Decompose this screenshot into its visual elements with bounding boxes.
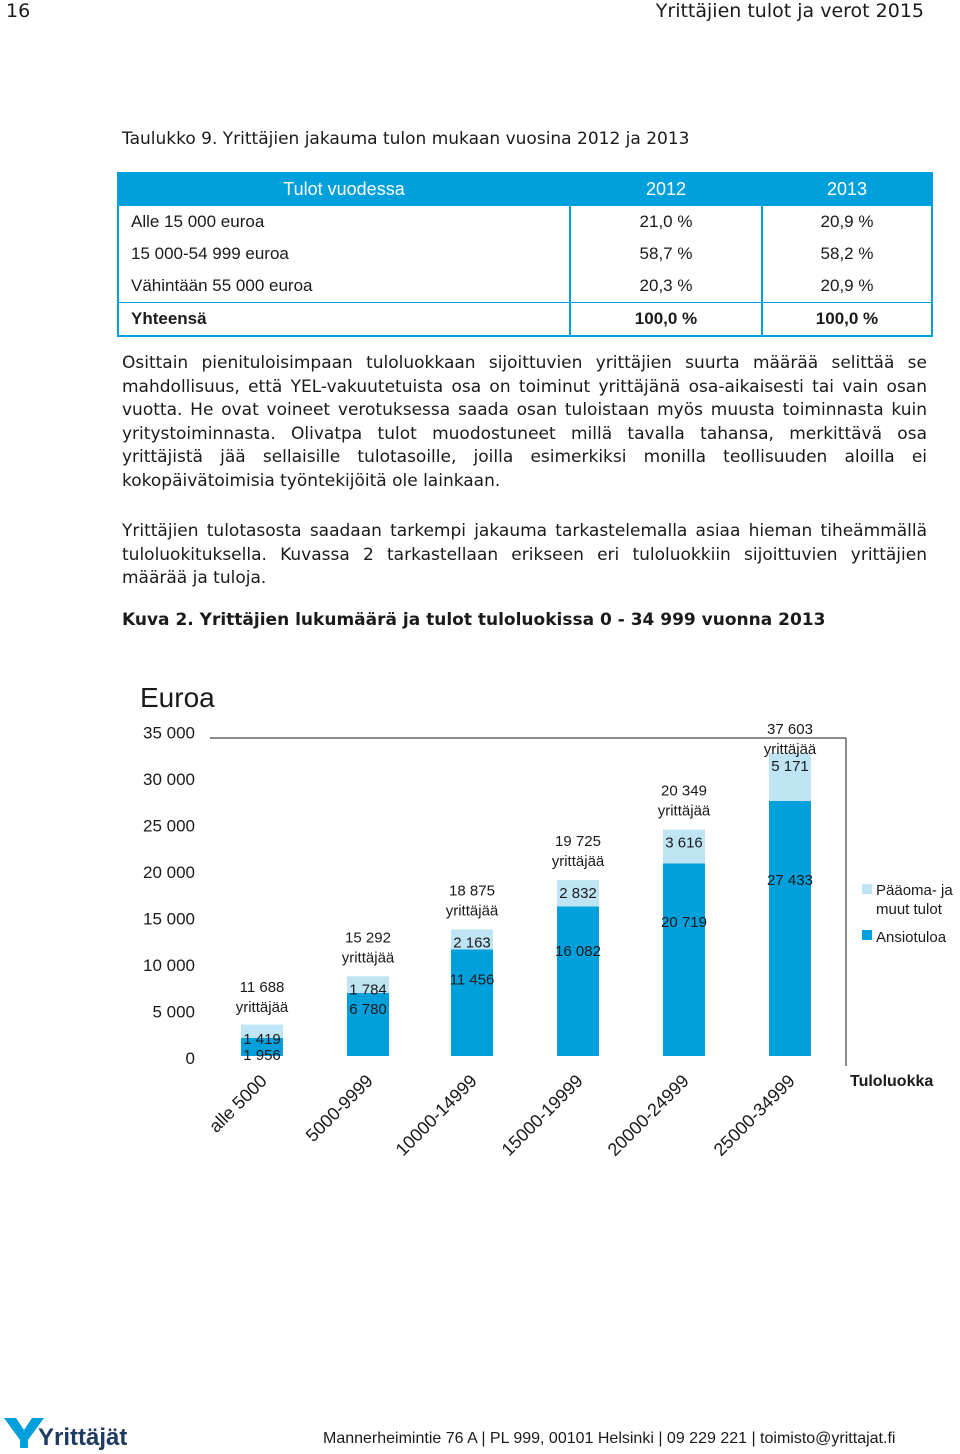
table-cell: 21,0 % xyxy=(570,205,762,238)
table-cell: 100,0 % xyxy=(762,303,932,337)
bar-count-label: 15 292 yrittäjää xyxy=(341,929,395,967)
data-label-capital: 3 616 xyxy=(665,834,703,852)
y-axis-title: Euroa xyxy=(140,682,215,713)
bar-count-label: 11 688 yrittäjää xyxy=(235,979,289,1016)
table-row xyxy=(118,205,932,238)
table-cell: 20,9 % xyxy=(762,205,932,238)
svg-text:Yrittäjät: Yrittäjät xyxy=(38,1424,128,1450)
x-category-label: 25000-34999 xyxy=(709,1070,799,1160)
data-label-earned: 16 082 xyxy=(555,942,601,960)
page-header-title: Yrittäjien tulot ja verot 2015 xyxy=(655,0,924,22)
x-category-label: 15000-19999 xyxy=(497,1070,587,1160)
table-cell: 58,2 % xyxy=(762,238,932,270)
data-label-capital: 1 419 xyxy=(243,1031,281,1048)
bar-count-label: 37 603 yrittäjää xyxy=(763,721,817,758)
logo-mark-icon xyxy=(4,1414,144,1450)
y-tick-label: 5 000 xyxy=(152,1002,195,1022)
data-label-earned: 1 956 xyxy=(243,1047,281,1064)
legend-label-earned: Ansiotuloa xyxy=(876,929,947,946)
data-label-earned: 27 433 xyxy=(767,872,813,890)
legend-swatch-capital xyxy=(862,884,872,894)
table-cell: Yhteensä xyxy=(118,303,570,337)
y-tick-label: 10 000 xyxy=(143,956,195,975)
column-header: 2012 xyxy=(570,173,762,205)
data-label-earned: 6 780 xyxy=(349,1000,387,1018)
bar-earned-income xyxy=(663,863,705,1056)
bar-earned-income xyxy=(451,949,493,1056)
x-category-label: 20000-24999 xyxy=(603,1070,693,1160)
y-tick-label: 15 000 xyxy=(143,909,195,929)
x-category-label: 10000-14999 xyxy=(391,1070,481,1160)
table-cell: 58,7 % xyxy=(570,238,762,270)
footer-address: Mannerheimintie 76 A | PL 999, 00101 Helsinki | 09 229 221 | toimisto@yrittajat.fi xyxy=(323,1430,896,1447)
table-cell: 20,9 % xyxy=(762,270,932,303)
data-label-capital: 2 832 xyxy=(559,885,597,903)
yrittajat-logo xyxy=(4,1414,144,1454)
table-cell: 100,0 % xyxy=(570,303,762,337)
table-cell: Vähintään 55 000 euroa xyxy=(118,270,570,303)
y-tick-label: 0 xyxy=(185,1049,195,1068)
x-category-label: alle 5000 xyxy=(205,1070,271,1137)
table-header-row xyxy=(118,173,932,205)
data-label-capital: 5 171 xyxy=(771,757,809,775)
bar-count-label: 20 349 yrittäjää xyxy=(657,782,711,820)
table-caption: Taulukko 9. Yrittäjien jakauma tulon mukaan vuosina 2012 ja 2013 xyxy=(122,129,690,149)
table-row xyxy=(118,270,932,303)
bar-earned-income xyxy=(769,801,811,1056)
page-number: 16 xyxy=(6,0,31,22)
bar-count-label: 18 875 yrittäjää xyxy=(445,882,499,920)
x-category-label: 5000-9999 xyxy=(301,1070,377,1146)
y-tick-label: 30 000 xyxy=(143,770,195,789)
y-tick-label: 25 000 xyxy=(143,816,195,836)
data-label-earned: 20 719 xyxy=(661,913,707,931)
legend-label-capital: Pääoma- ja muut tulot xyxy=(876,882,953,918)
column-header: Tulot vuodessa xyxy=(118,173,570,205)
body-paragraph: Yrittäjien tulotasosta saadaan tarkempi jakauma tarkastelemalla asiaa hieman tiheämmällä tuloluokituksella. Kuvassa 2 tarkastellaan erikseen eri tuloluokkiin sijoittuvien yrittäjien määrää ja tuloja. xyxy=(122,521,927,588)
table-cell: Alle 15 000 euroa xyxy=(118,205,570,238)
bar-count-label: 19 725 yrittäjää xyxy=(551,833,605,871)
income-bar-chart xyxy=(0,650,960,1170)
data-label-capital: 2 163 xyxy=(453,934,491,952)
figure-caption: Kuva 2. Yrittäjien lukumäärä ja tulot tuloluokissa 0 - 34 999 vuonna 2013 xyxy=(122,610,826,630)
body-paragraph: Osittain pienituloisimpaan tuloluokkaan sijoittuvien yrittäjien suurta määrää selittää se mahdollisuus, että YEL-vakuutetuista osa on toiminut yrittäjänä osa-aikaisesti tai vain osan vuotta. He ovat voineet verotuksessa saada osan tuloistaan myös muusta toiminnasta kuin yritystoiminnasta. Olivatpa tulot muodostuneet millä tavalla tahansa, merkittävä osa yrittäjistä jää sellaisille tulotasoille, joilla esimerkiksi monilla teollisuuden aloilla ei kokopäivätoimisia työntekijöitä ole lainkaan. xyxy=(122,353,927,491)
data-label-capital: 1 784 xyxy=(349,981,387,999)
column-header: 2013 xyxy=(762,173,932,205)
table-total-row xyxy=(118,303,932,337)
table-cell: 15 000-54 999 euroa xyxy=(118,238,570,270)
legend-swatch-earned xyxy=(862,930,872,940)
x-axis-title: Tuloluokka xyxy=(850,1073,934,1090)
table-cell: 20,3 % xyxy=(570,270,762,303)
table-row xyxy=(118,238,932,270)
income-distribution-table xyxy=(117,172,933,337)
y-tick-label: 20 000 xyxy=(143,863,195,882)
bar-earned-income xyxy=(557,906,599,1056)
data-label-earned: 11 456 xyxy=(449,971,495,989)
y-tick-label: 35 000 xyxy=(143,723,195,743)
